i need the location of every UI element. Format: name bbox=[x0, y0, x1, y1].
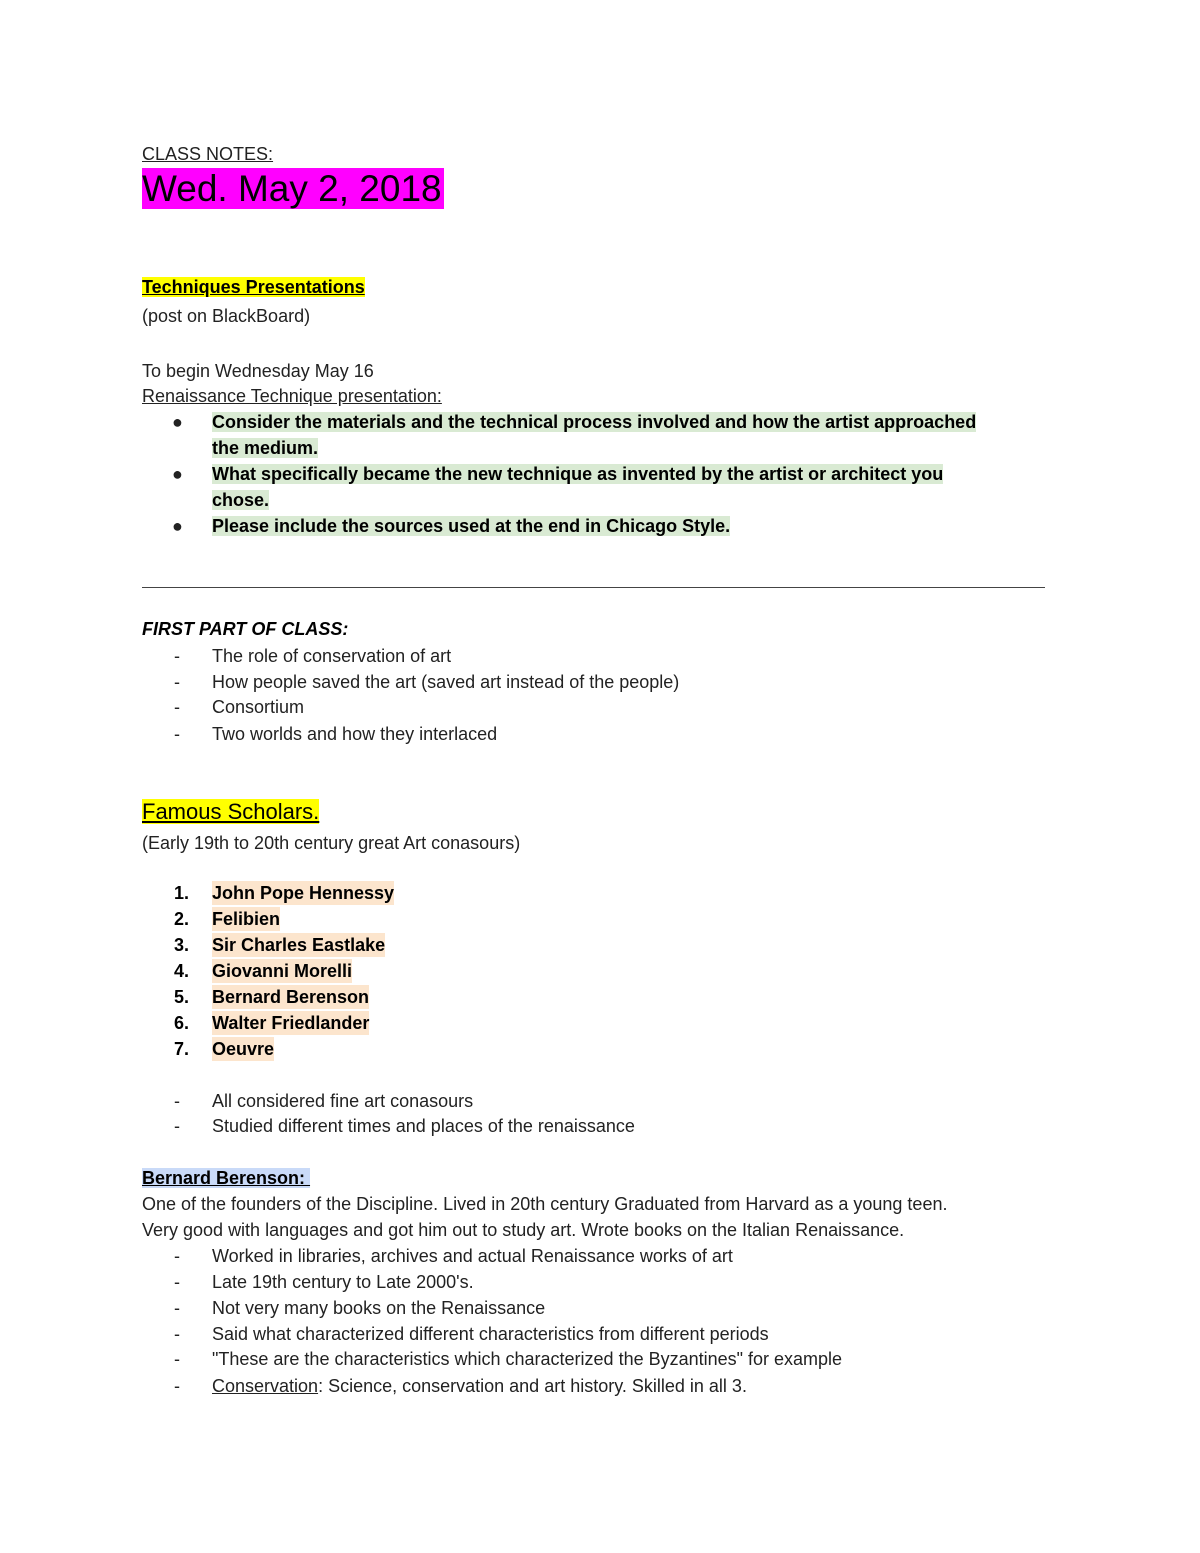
techniques-heading: Techniques Presentations bbox=[142, 277, 365, 297]
bullet-item bbox=[172, 409, 1052, 461]
dash-marker: - bbox=[174, 1324, 180, 1344]
scholar-name: John Pope Hennessy bbox=[212, 883, 395, 903]
list-item-text: Consortium bbox=[212, 697, 305, 717]
list-number: 7. bbox=[174, 1039, 190, 1059]
dash-marker: - bbox=[174, 1116, 180, 1136]
bullet-text-line: Consider the materials and the technical process involved and how the artist approached bbox=[212, 412, 977, 432]
dash-marker: - bbox=[174, 1246, 180, 1266]
list-item-text: Studied different times and places of the renaissance bbox=[212, 1116, 635, 1136]
bullet-icon: ● bbox=[172, 464, 183, 484]
berenson-heading: Bernard Berenson: bbox=[142, 1168, 311, 1188]
list-number: 5. bbox=[174, 987, 190, 1007]
techniques-heading-wrap bbox=[142, 275, 365, 299]
dash-marker: - bbox=[174, 1376, 180, 1396]
list-number: 1. bbox=[174, 883, 190, 903]
scholar-name: Sir Charles Eastlake bbox=[212, 935, 386, 955]
bullet-text bbox=[212, 513, 1052, 539]
dash-marker: - bbox=[174, 697, 180, 717]
bullet-text-line: What specifically became the new technique as invented by the artist or architect you bbox=[212, 464, 944, 484]
scholars-heading-wrap bbox=[142, 799, 319, 825]
dash-marker: - bbox=[174, 1272, 180, 1292]
bullet-text-line: Please include the sources used at the end in Chicago Style. bbox=[212, 516, 731, 536]
berenson-paragraph-line: Very good with languages and got him out to study art. Wrote books on the Italian Renaissance. bbox=[142, 1220, 905, 1240]
class-notes-label: CLASS NOTES: bbox=[142, 144, 274, 164]
first-part-heading: FIRST PART OF CLASS: bbox=[142, 619, 349, 639]
date-title-wrap bbox=[142, 168, 444, 210]
scholar-name: Bernard Berenson bbox=[212, 987, 370, 1007]
dash-marker: - bbox=[174, 1349, 180, 1369]
list-item-text: Not very many books on the Renaissance bbox=[212, 1298, 546, 1318]
list-item-text: The role of conservation of art bbox=[212, 646, 452, 666]
scholar-name: Walter Friedlander bbox=[212, 1013, 370, 1033]
techniques-begin: To begin Wednesday May 16 bbox=[142, 361, 374, 381]
list-number: 3. bbox=[174, 935, 190, 955]
dash-marker: - bbox=[174, 1298, 180, 1318]
list-number: 2. bbox=[174, 909, 190, 929]
scholar-name: Giovanni Morelli bbox=[212, 961, 353, 981]
berenson-heading-wrap bbox=[142, 1166, 310, 1190]
berenson-paragraph-line: One of the founders of the Discipline. Lived in 20th century Graduated from Harvard as a young teen. bbox=[142, 1194, 948, 1214]
dash-marker: - bbox=[174, 1091, 180, 1111]
bullet-icon: ● bbox=[172, 516, 183, 536]
scholars-note: (Early 19th to 20th century great Art conasours) bbox=[142, 833, 521, 853]
list-item-text: Two worlds and how they interlaced bbox=[212, 724, 498, 744]
bullet-item bbox=[172, 461, 1052, 513]
bullet-text-line: the medium. bbox=[212, 438, 319, 458]
list-item-text: How people saved the art (saved art instead of the people) bbox=[212, 672, 680, 692]
list-item-text: "These are the characteristics which characterized the Byzantines" for example bbox=[212, 1349, 843, 1369]
scholar-name: Oeuvre bbox=[212, 1039, 275, 1059]
conservation-description: : Science, conservation and art history. Skilled in all 3. bbox=[318, 1376, 747, 1396]
list-number: 6. bbox=[174, 1013, 190, 1033]
dash-marker: - bbox=[174, 724, 180, 744]
list-item-text bbox=[212, 1374, 747, 1398]
technique-presentation-subheading: Renaissance Technique presentation: bbox=[142, 386, 442, 406]
dash-marker: - bbox=[174, 672, 180, 692]
date-title: Wed. May 2, 2018 bbox=[142, 168, 442, 209]
list-number: 4. bbox=[174, 961, 190, 981]
bullet-text bbox=[212, 461, 1052, 513]
bullet-text-line: chose. bbox=[212, 490, 270, 510]
horizontal-divider bbox=[142, 587, 1045, 588]
list-item-text: Said what characterized different characteristics from different periods bbox=[212, 1324, 769, 1344]
scholars-heading: Famous Scholars. bbox=[142, 799, 320, 824]
conservation-term: Conservation bbox=[212, 1376, 319, 1396]
scholar-name: Felibien bbox=[212, 909, 281, 929]
bullet-icon: ● bbox=[172, 412, 183, 432]
bullet-item bbox=[172, 513, 1052, 539]
bullet-text bbox=[212, 409, 1052, 461]
dash-marker: - bbox=[174, 646, 180, 666]
list-item-text: All considered fine art conasours bbox=[212, 1091, 474, 1111]
list-item-text: Late 19th century to Late 2000's. bbox=[212, 1272, 474, 1292]
list-item-text: Worked in libraries, archives and actual Renaissance works of art bbox=[212, 1246, 733, 1266]
techniques-note: (post on BlackBoard) bbox=[142, 306, 311, 326]
